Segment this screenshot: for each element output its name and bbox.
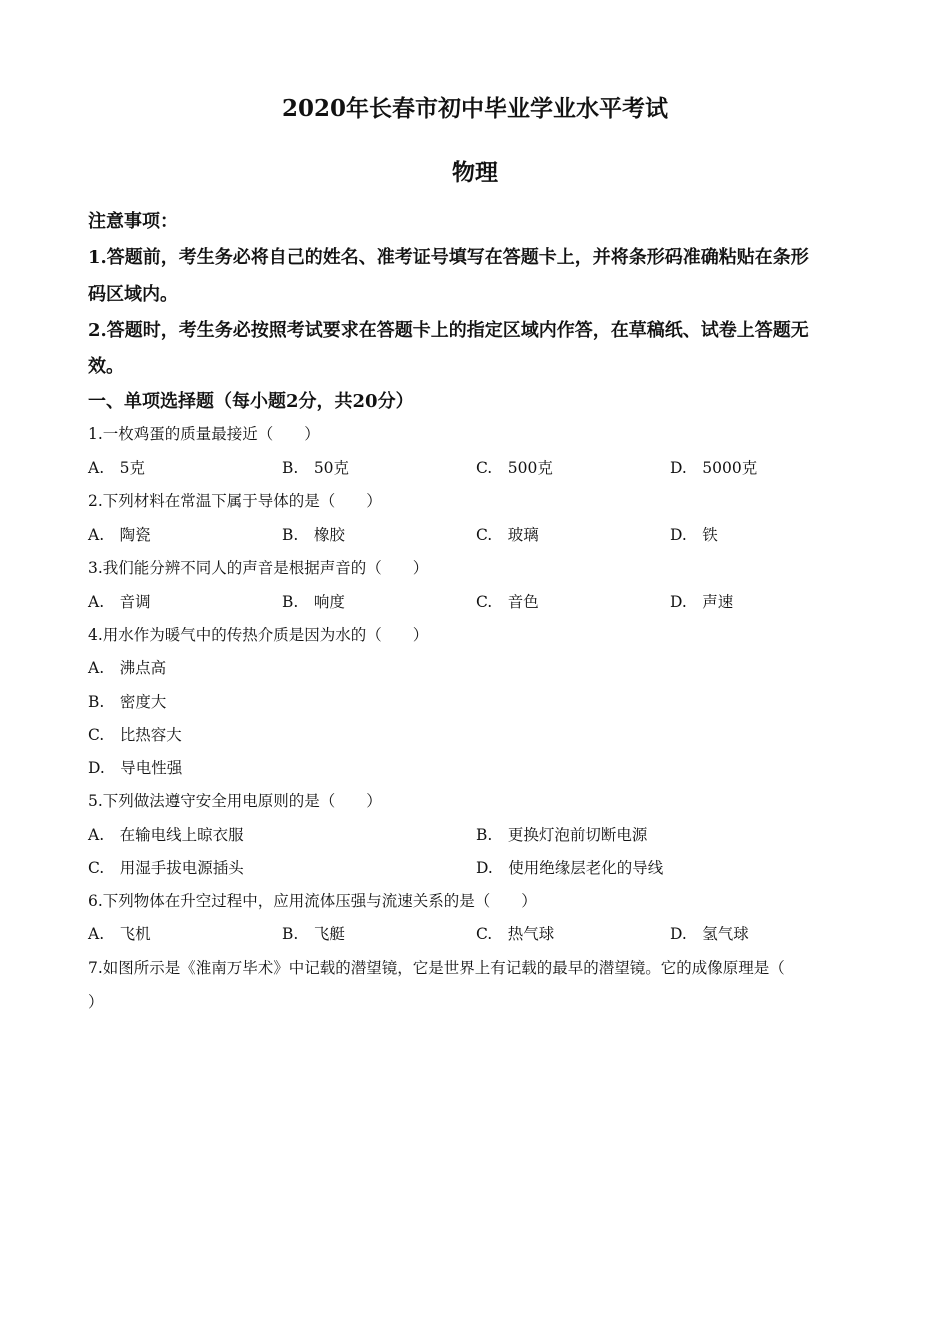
question-1-option-c: C. 500克 — [476, 459, 553, 477]
question-5-option-d: D. 使用绝缘层老化的导线 — [476, 859, 664, 877]
question-1-stem: 1.一枚鸡蛋的质量最接近（ ） — [88, 425, 320, 443]
question-7-stem-line-1: 7.如图所示是《淮南万毕术》中记载的潜望镜，它是世界上有记载的最早的潜望镜。它的成像原理是（ — [88, 959, 785, 977]
question-3-stem: 3.我们能分辨不同人的声音是根据声音的（ ） — [88, 559, 429, 577]
question-4-option-d: D. 导电性强 — [88, 759, 183, 777]
question-5-option-b: B. 更换灯泡前切断电源 — [476, 826, 648, 844]
notice-item-1-line-1: 1.答题前，考生务必将自己的姓名、准考证号填写在答题卡上，并将条形码准确粘贴在条形 — [88, 247, 809, 268]
question-4-stem: 4.用水作为暖气中的传热介质是因为水的（ ） — [88, 626, 429, 644]
exam-title: 2020年长春市初中毕业学业水平考试 — [281, 95, 668, 122]
notice-item-2-line-2: 效。 — [88, 356, 124, 377]
question-1-option-b: B. 50克 — [282, 459, 350, 477]
question-5-option-c: C. 用湿手拔电源插头 — [88, 859, 244, 877]
question-7-stem-line-2: ） — [88, 993, 104, 1011]
question-6-option-b: B. 飞艇 — [282, 925, 345, 943]
notice-item-1-line-2: 码区域内。 — [88, 284, 178, 305]
section-1-heading: 一、单项选择题（每小题2分，共20分） — [88, 391, 414, 412]
question-3-option-c: C. 音色 — [476, 593, 539, 611]
notice-item-2-line-1: 2.答题时，考生务必按照考试要求在答题卡上的指定区域内作答，在草稿纸、试卷上答题无 — [88, 320, 809, 341]
question-6-option-a: A. 飞机 — [88, 925, 151, 943]
question-4-option-c: C. 比热容大 — [88, 726, 182, 744]
question-2-option-b: B. 橡胶 — [282, 526, 345, 544]
question-2-option-c: C. 玻璃 — [476, 526, 539, 544]
question-1-option-d: D. 5000克 — [670, 459, 758, 477]
question-3-option-a: A. 音调 — [88, 593, 151, 611]
question-5-stem: 5.下列做法遵守安全用电原则的是（ ） — [88, 792, 382, 810]
question-6-stem: 6.下列物体在升空过程中，应用流体压强与流速关系的是（ ） — [88, 892, 537, 910]
question-4-option-a: A. 沸点高 — [88, 659, 167, 677]
question-3-option-d: D. 声速 — [670, 593, 734, 611]
question-3-option-b: B. 响度 — [282, 593, 345, 611]
question-2-option-a: A. 陶瓷 — [88, 526, 151, 544]
question-2-stem: 2.下列材料在常温下属于导体的是（ ） — [88, 492, 382, 510]
question-4-option-b: B. 密度大 — [88, 693, 167, 711]
question-2-option-d: D. 铁 — [670, 526, 718, 544]
subject-title: 物理 — [452, 159, 498, 186]
question-5-option-a: A. 在输电线上晾衣服 — [88, 826, 244, 844]
question-6-option-c: C. 热气球 — [476, 925, 555, 943]
notice-heading: 注意事项： — [88, 211, 178, 232]
question-6-option-d: D. 氢气球 — [670, 925, 749, 943]
question-1-option-a: A. 5克 — [88, 459, 145, 477]
